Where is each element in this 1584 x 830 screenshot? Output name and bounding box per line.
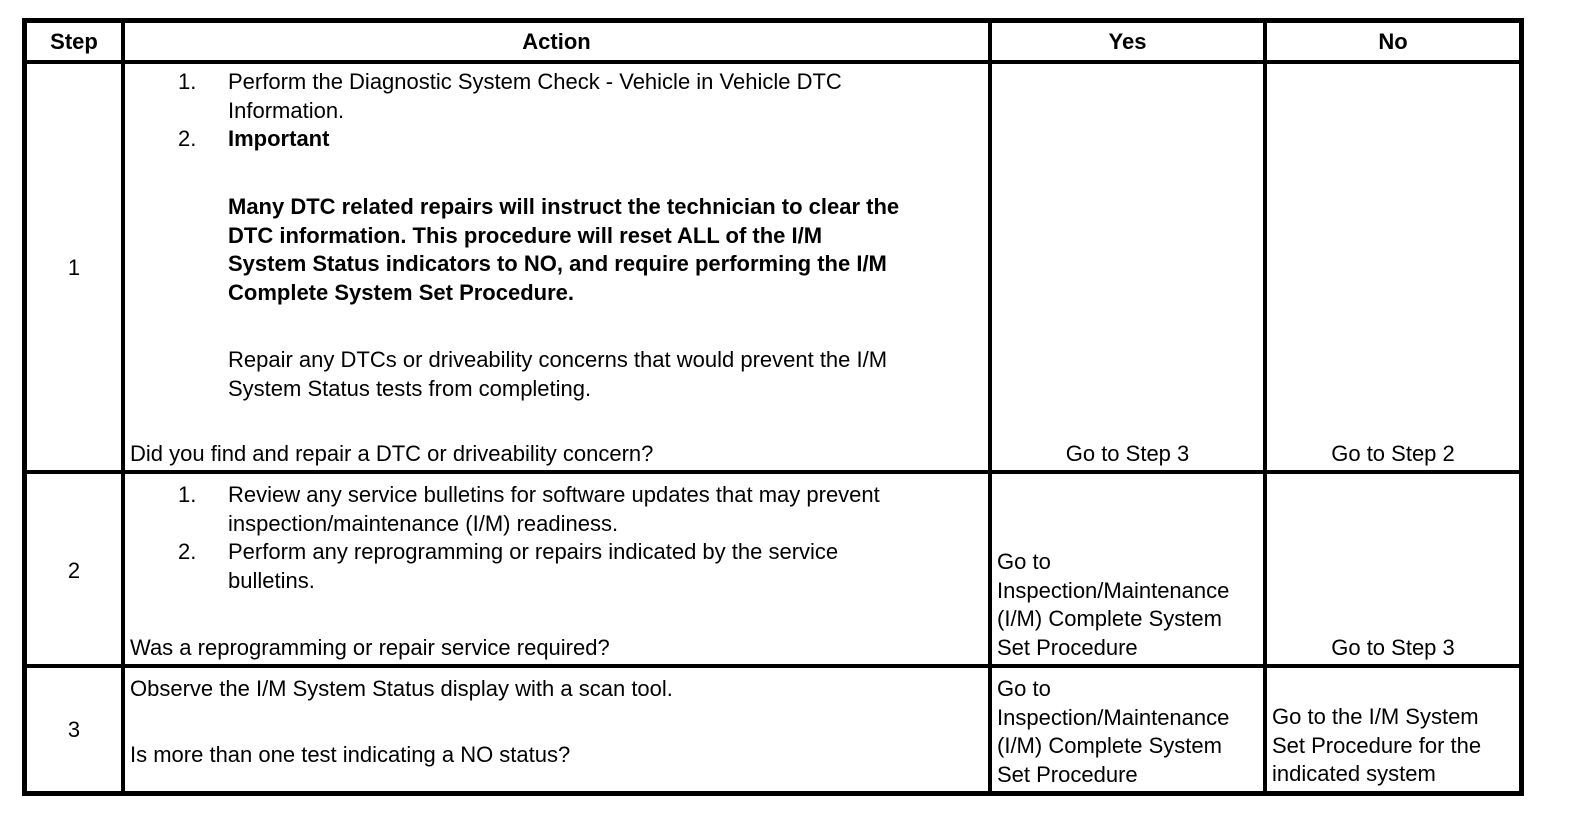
column-divider: [988, 18, 992, 796]
row-divider: [22, 60, 1524, 64]
list-number: 1.: [178, 482, 197, 507]
header-yes: Yes: [1108, 29, 1147, 54]
question: Is more than one test indicating a NO status?: [130, 742, 571, 767]
row-divider: [22, 470, 1524, 474]
header-action: Action: [522, 29, 591, 54]
header-no: No: [1378, 29, 1408, 54]
list-number: 1.: [178, 69, 197, 94]
header-step: Step: [50, 29, 98, 54]
row-divider: [22, 664, 1524, 668]
step-number: 3: [67, 717, 81, 742]
yes-link[interactable]: Go to Inspection/Maintenance (I/M) Complete System Set Procedure: [997, 676, 1230, 787]
step-number: 1: [67, 255, 81, 280]
list-item-text: Perform any reprogramming or repairs indicated by the service bulletins.: [228, 539, 839, 593]
column-divider: [121, 18, 125, 796]
no-link[interactable]: Go to Step 2: [1331, 441, 1455, 466]
table-border-top: [22, 18, 1524, 23]
instruction: Observe the I/M System Status display with a scan tool.: [130, 676, 673, 701]
table-border-left: [22, 18, 27, 796]
important-note: Many DTC related repairs will instruct the technician to clear the DTC information. This procedure will reset ALL of the I/M System Status indicators to NO, and require performing the I/M Complete System Set Procedure.: [228, 194, 900, 305]
column-divider: [1263, 18, 1267, 796]
yes-link[interactable]: Go to Inspection/Maintenance (I/M) Complete System Set Procedure: [997, 549, 1230, 660]
no-link[interactable]: Go to the I/M System Set Procedure for the indicated system: [1272, 704, 1482, 787]
question: Was a reprogramming or repair service required?: [130, 635, 610, 660]
table-border-bottom: [22, 791, 1524, 796]
question: Did you find and repair a DTC or driveability concern?: [130, 441, 654, 466]
important-label: Important: [228, 126, 330, 151]
list-number: 2.: [178, 126, 197, 151]
list-item-text: Perform the Diagnostic System Check - Vehicle in Vehicle DTC Information.: [228, 69, 842, 123]
step-number: 2: [67, 558, 81, 583]
table-border-right: [1519, 18, 1524, 796]
list-number: 2.: [178, 539, 197, 564]
no-link[interactable]: Go to Step 3: [1331, 635, 1455, 660]
repair-note: Repair any DTCs or driveability concerns that would prevent the I/M System Status tests from completing.: [228, 347, 888, 401]
list-item-text: Review any service bulletins for software updates that may prevent inspection/maintenance (I/M) readiness.: [228, 482, 880, 536]
yes-link[interactable]: Go to Step 3: [1065, 441, 1190, 466]
